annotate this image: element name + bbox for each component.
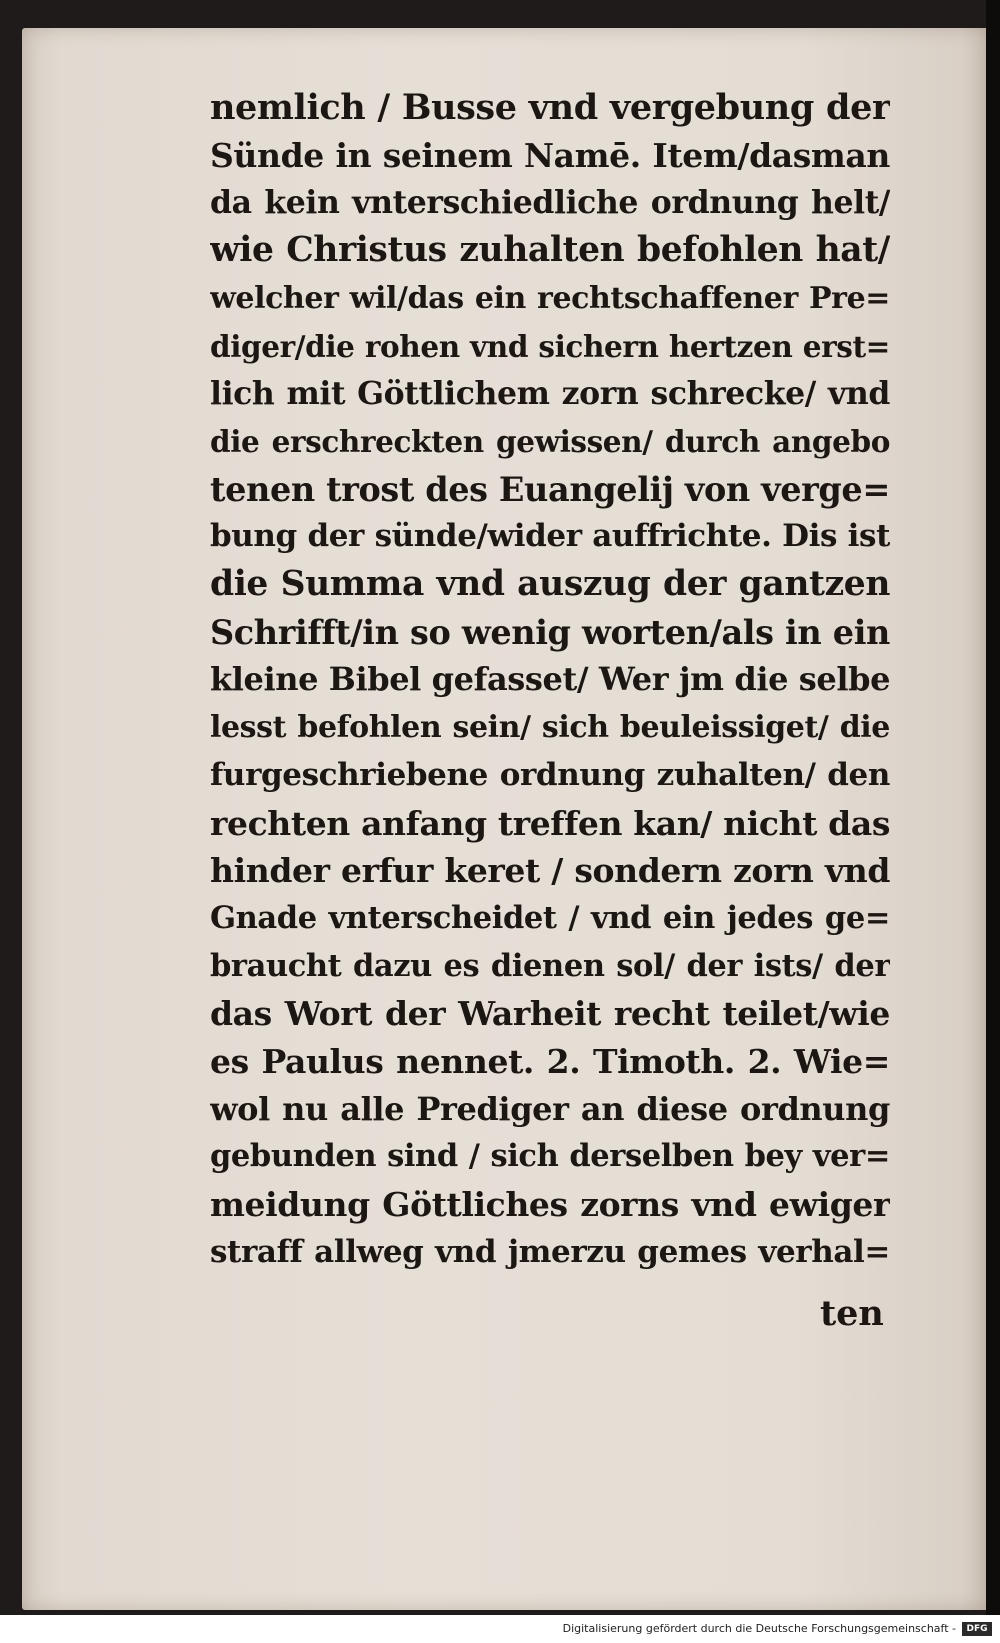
text-line: nemlich / Busse vnd vergebung der [210, 87, 890, 128]
text-line: die Summa vnd auszug der gantzen [210, 564, 890, 605]
text-block [210, 84, 890, 1277]
text-line: es Paulus nennet. 2. Timoth. 2. Wie= [210, 1042, 890, 1082]
text-line: furgeschriebene ordnung zuhalten/ den [210, 756, 890, 793]
catchword: ten [820, 1293, 884, 1334]
text-line: straff allweg vnd jmerzu gemes verhal= [210, 1233, 890, 1270]
text-line: welcher wil/das ein rechtschaffener Pre= [210, 280, 890, 316]
text-line: hinder erfur keret / sondern zorn vnd [210, 851, 890, 891]
text-line: rechten anfang treffen kan/ nicht das [210, 803, 890, 843]
text-line: braucht dazu es dienen sol/ der ists/ der [210, 947, 890, 984]
text-line: da kein vnterschiedliche ordnung helt/ [210, 184, 890, 222]
book-spine-edge [986, 0, 1000, 1615]
funding-notice: Digitalisierung gefördert durch die Deutsche Forschungsgemeinschaft - [562, 1622, 956, 1635]
text-line: wol nu alle Prediger an diese ordnung [210, 1089, 890, 1128]
text-line: kleine Bibel gefasset/ Wer jm die selbe [210, 660, 890, 699]
text-line: wie Christus zuhalten befohlen hat/ [210, 230, 890, 271]
footer-bar [0, 1615, 1000, 1643]
text-line: Schrifft/in so wenig worten/als in ein [210, 612, 890, 652]
text-line: diger/die rohen vnd sichern hertzen erst= [210, 328, 890, 364]
text-line: Gnade vnterscheidet / vnd ein jedes ge= [210, 899, 890, 936]
text-line: lich mit Göttlichem zorn schrecke/ vnd [210, 375, 890, 413]
text-line: meidung Göttliches zorns vnd ewiger [210, 1185, 890, 1225]
text-line: gebunden sind / sich derselben bey ver= [210, 1138, 890, 1175]
text-line: Sünde in seinem Namē. Item/dasman [210, 135, 890, 175]
text-line: tenen trost des Euangelij von verge= [210, 469, 890, 509]
text-line: die erschreckten gewissen/ durch angebo [210, 423, 890, 459]
text-line: bung der sünde/wider auffrichte. Dis ist [210, 518, 890, 555]
text-line: lesst befohlen sein/ sich beuleissiget/ die [210, 710, 890, 746]
text-line: das Wort der Warheit recht teilet/wie [210, 994, 890, 1034]
dfg-logo-icon: DFG [962, 1622, 992, 1636]
